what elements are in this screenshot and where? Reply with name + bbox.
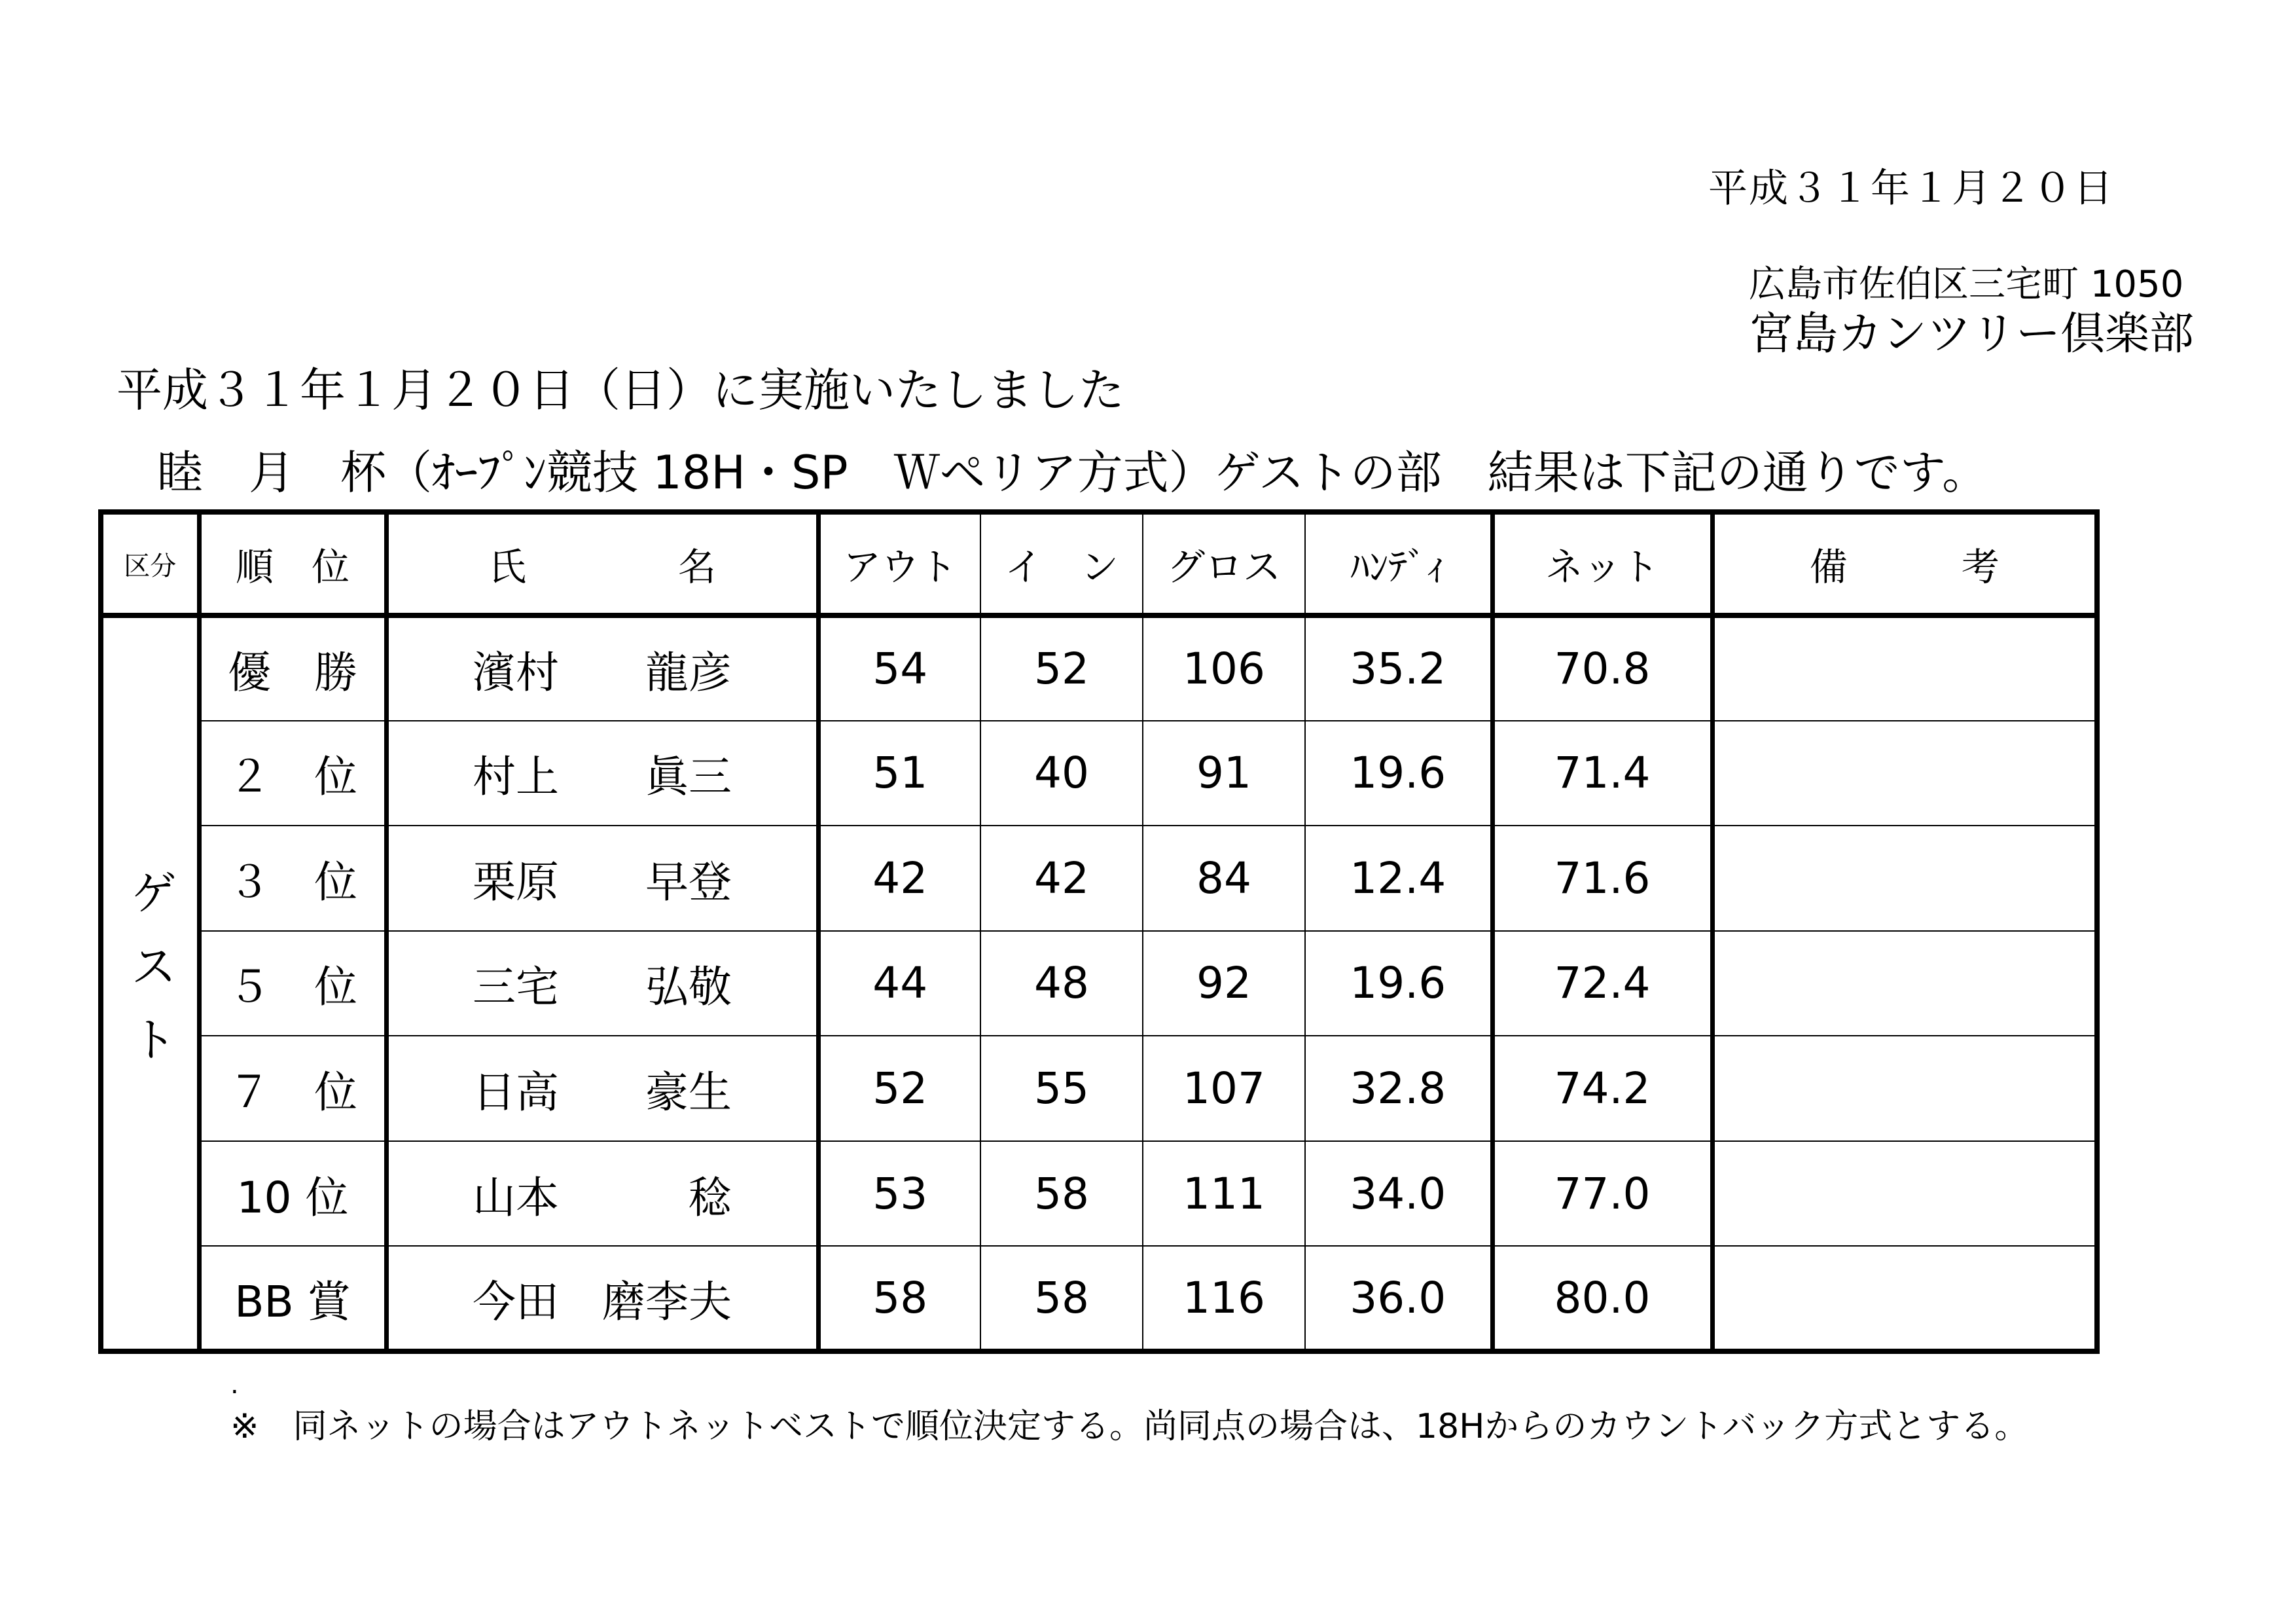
cell-remarks: [1712, 615, 2097, 721]
cell-net: 77.0: [1492, 1141, 1712, 1247]
cell-net: 74.2: [1492, 1036, 1712, 1141]
cell-name: 栗原 早登: [386, 826, 818, 931]
cell-name: 村上 眞三: [386, 721, 818, 826]
cell-name: 濱村 龍彦: [386, 615, 818, 721]
table-row: [101, 1246, 2097, 1351]
cell-out: 54: [818, 615, 980, 721]
cell-remarks: [1712, 721, 2097, 826]
table-body: [101, 615, 2097, 1351]
cell-in: 40: [980, 721, 1143, 826]
cell-in: 58: [980, 1141, 1143, 1247]
header-name: 氏 名: [386, 512, 818, 615]
header-category: 区分: [101, 512, 199, 615]
table-row: [101, 826, 2097, 931]
cell-gross: 91: [1143, 721, 1305, 826]
cell-handicap: 19.6: [1305, 931, 1492, 1036]
club-address: 広島市佐伯区三宅町 1050: [1749, 263, 2184, 306]
cell-gross: 107: [1143, 1036, 1305, 1141]
cell-rank: ３ 位: [199, 826, 386, 931]
club-name: 宮島カンツリー倶楽部: [1749, 308, 2195, 360]
cell-out: 42: [818, 826, 980, 931]
header-gross: グロス: [1143, 512, 1305, 615]
cell-out: 44: [818, 931, 980, 1036]
footnote: ※ 同ネットの場合はアウトネットベストで順位決定する。尚同点の場合は、18Hからのカウントバック方式とする。: [230, 1407, 2029, 1446]
header-in: イ ン: [980, 512, 1143, 615]
cell-net: 71.6: [1492, 826, 1712, 931]
cell-in: 48: [980, 931, 1143, 1036]
cell-remarks: [1712, 1036, 2097, 1141]
cell-net: 80.0: [1492, 1246, 1712, 1351]
header-out: アウト: [818, 512, 980, 615]
cell-handicap: 35.2: [1305, 615, 1492, 721]
cell-handicap: 12.4: [1305, 826, 1492, 931]
cell-rank: BB 賞: [199, 1246, 386, 1351]
cell-out: 51: [818, 721, 980, 826]
cell-category: [101, 615, 199, 1351]
table-header-row: [101, 512, 2097, 615]
stray-dot: .: [230, 1370, 239, 1400]
cell-gross: 92: [1143, 931, 1305, 1036]
cell-remarks: [1712, 1141, 2097, 1247]
header-handicap: ﾊﾝﾃﾞｨ: [1305, 512, 1492, 615]
header-remarks: 備 考: [1712, 512, 2097, 615]
cell-net: 71.4: [1492, 721, 1712, 826]
cell-rank: 優 勝: [199, 615, 386, 721]
intro-line-2: 睦 月 杯（ｵｰﾌﾟﾝ競技 18H・SP Ｗペリア方式）ゲストの部 結果は下記の通りです。: [157, 446, 1988, 500]
cell-out: 53: [818, 1141, 980, 1247]
cell-net: 70.8: [1492, 615, 1712, 721]
cell-in: 52: [980, 615, 1143, 721]
cell-in: 58: [980, 1246, 1143, 1351]
intro-line-1: 平成３１年１月２０日（日）に実施いたしました: [117, 363, 1124, 417]
table-row: [101, 931, 2097, 1036]
cell-in: 55: [980, 1036, 1143, 1141]
category-label: ゲスト: [122, 868, 178, 1088]
table-row: [101, 721, 2097, 826]
cell-gross: 116: [1143, 1246, 1305, 1351]
header-rank: 順 位: [199, 512, 386, 615]
cell-handicap: 19.6: [1305, 721, 1492, 826]
cell-out: 58: [818, 1246, 980, 1351]
cell-rank: ５ 位: [199, 931, 386, 1036]
cell-remarks: [1712, 931, 2097, 1036]
document-date: 平成３１年１月２０日: [1708, 166, 2114, 211]
cell-gross: 111: [1143, 1141, 1305, 1247]
cell-remarks: [1712, 1246, 2097, 1351]
header-net: ネット: [1492, 512, 1712, 615]
cell-name: 山本 稔: [386, 1141, 818, 1247]
table-row: [101, 615, 2097, 721]
cell-rank: 10 位: [199, 1141, 386, 1247]
cell-out: 52: [818, 1036, 980, 1141]
cell-in: 42: [980, 826, 1143, 931]
cell-name: 今田 磨李夫: [386, 1246, 818, 1351]
cell-rank: ７ 位: [199, 1036, 386, 1141]
cell-rank: ２ 位: [199, 721, 386, 826]
cell-gross: 106: [1143, 615, 1305, 721]
cell-handicap: 34.0: [1305, 1141, 1492, 1247]
cell-name: 三宅 弘敬: [386, 931, 818, 1036]
cell-handicap: 32.8: [1305, 1036, 1492, 1141]
cell-gross: 84: [1143, 826, 1305, 931]
cell-remarks: [1712, 826, 2097, 931]
cell-net: 72.4: [1492, 931, 1712, 1036]
cell-name: 日高 豪生: [386, 1036, 818, 1141]
cell-handicap: 36.0: [1305, 1246, 1492, 1351]
table-row: [101, 1141, 2097, 1247]
results-table: [98, 509, 2100, 1354]
table-row: [101, 1036, 2097, 1141]
